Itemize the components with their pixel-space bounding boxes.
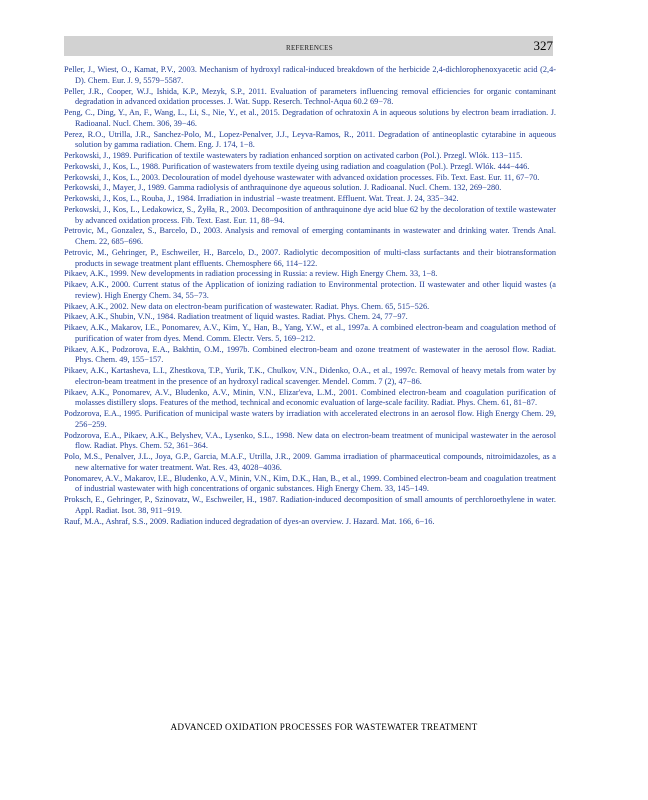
reference-entry: Pikaev, A.K., Podzorova, E.A., Bakhtin, O.M., 1997b. Combined electron-beam and ozone treatment of wastewater in the aerosol flow. Radiat. Phys. Chem. 49, 155−157.	[64, 344, 556, 365]
reference-entry: Pikaev, A.K., Makarov, I.E., Ponomarev, A.V., Kim, Y., Han, B., Yang, Y.W., et al., 1997a. A combined electron-beam and coagulation method of purification of water from dyes. Mend. Comm. Electr. Vers. 5, 169−212.	[64, 323, 556, 343]
reference-entry: Pikaev, A.K., 1999. New developments in radiation processing in Russia: a review. High Energy Chem. 33, 1−8.	[64, 269, 438, 279]
reference-entry: Pikaev, A.K., 2000. Current status of the Application of ionizing radiation to Environmental protection. II wastewater and other liquid wastes (a review). High Energy Chem. 34, 55−73.	[64, 280, 556, 300]
reference-entry: Pikaev, A.K., Ponomarev, A.V., Bludenko, A.V., Minin, V.N., Elizar'eva, L.M., 2001. Combined electron-beam and coagulation purification of molasses distillery slops. Features of the method, technical and economic evaluation of large-scale facility. Radiat. Phys. Chem. 61, 81−87.	[64, 387, 556, 408]
reference-entry: Perkowski, J., Kos, L., 1988. Purification of wastewaters from textile dyeing using radiation and coagulation (Pol.). Przegl. Wlók. 444−446.	[64, 161, 530, 171]
reference-entry: Proksch, E., Gehringer, P., Szinovatz, W., Eschweiler, H., 1987. Radiation-induced decomposition of small amounts of perchloroethylene in water. Appl. Radiat. Isot. 38, 911−919.	[64, 495, 556, 515]
reference-entry: Petrovic, M., Gehringer, P., Eschweiler, H., Barcelo, D., 2007. Radiolytic decomposition of multi-class surfactants and their biotransformation products in sewage treatment plant effluents. Chemosphere 66, 114−122.	[64, 247, 556, 268]
reference-entry: Perkowski, J., Kos, L., 2003. Decolouration of model dyehouse wastewater with advanced oxidation processes. Fib. Text. East. Eur. 11, 67−70.	[64, 172, 540, 182]
reference-entry: Perkowski, J., Kos, L., Ledakowicz, S., Żyłła, R., 2003. Decomposition of anthraquinone dye acid blue 62 by the decoloration of textile wastewater by advanced oxidation process. Fib. Text. East. Eur. 11, 88−94.	[64, 204, 556, 225]
reference-entry: Podzorova, E.A., 1995. Purification of municipal waste waters by irradiation with accelerated electrons in an aerosol flow. High Energy Chem. 29, 256−259.	[64, 409, 556, 429]
reference-entry: Perkowski, J., Kos, L., Rouba, J., 1984. Irradiation in industrial −waste treatment. Effluent. Wat. Treat. J. 24, 335−342.	[64, 194, 459, 203]
reference-list	[64, 65, 556, 527]
running-footer-book-title: ADVANCED OXIDATION PROCESSES FOR WASTEWATER TREATMENT	[170, 722, 478, 732]
running-header-title: REFERENCES	[286, 44, 333, 52]
reference-entry: Ponomarev, A.V., Makarov, I.E., Bludenko, A.V., Minin, V.N., Kim, D.K., Han, B., et al., 1999. Combined electron-beam and coagulation treatment of industrial wastewater with high concentrations of organic substances. High Energy Chem. 33, 145−149.	[64, 473, 556, 494]
reference-entry: Peller, J., Wiest, O., Kamat, P.V., 2003. Mechanism of hydroxyl radical-induced breakdown of the herbicide 2,4-dichlorophenoxyacetic acid (2,4-D). Chem. Eur. J. 9, 5579−5587.	[64, 65, 556, 85]
reference-entry: Peng, C., Ding, Y., An, F., Wang, L., Li, S., Nie, Y., et al., 2015. Degradation of ochratoxin A in aqueous solutions by electron beam irradiation. J. Radioanal. Nucl. Chem. 306, 39−46.	[64, 108, 556, 128]
reference-entry: Petrovic, M., Gonzalez, S., Barcelo, D., 2003. Analysis and removal of emerging contaminants in wastewater and drinking water. Trends Anal. Chem. 22, 685−696.	[64, 226, 556, 246]
page-number: 327	[533, 38, 553, 53]
reference-entry: Peller, J.R., Cooper, W.J., Ishida, K.P., Mezyk, S.P., 2011. Evaluation of parameters influencing removal efficiencies for organic contaminant degradation in advanced oxidation processes. J. Wat. Supp. Reserch. Technol-Aqua 60.2 69−78.	[64, 86, 556, 107]
reference-entry: Perez, R.O., Utrilla, J.R., Sanchez-Polo, M., Lopez-Penalver, J.J., Leyva-Ramos, R., 2011. Degradation of antineoplastic cytarabine in aqueous solution by gamma radiation. Chem. Eng. J. 174, 1−8.	[64, 129, 556, 150]
reference-entry: Podzorova, E.A., Pikaev, A.K., Belyshev, V.A., Lysenko, S.L., 1998. New data on electron-beam treatment of municipal wastewater in the aerosol flow. Radiat. Phys. Chem. 52, 361−364.	[64, 430, 556, 451]
reference-entry: Perkowski, J., 1989. Purification of textile wastewaters by radiation enhanced sorption on activated carbon (Pol.). Przegl. Wlók. 113−115.	[64, 151, 523, 160]
reference-entry: Pikaev, A.K., Shubin, V.N., 1984. Radiation treatment of liquid wastes. Radiat. Phys. Chem. 24, 77−97.	[64, 312, 408, 322]
reference-entry: Pikaev, A.K., 2002. New data on electron-beam purification of wastewater. Radiat. Phys. Chem. 65, 515−526.	[64, 301, 430, 311]
reference-entry: Polo, M.S., Penalver, J.L., Joya, G.P., Garcia, M.A.F., Utrilla, J.R., 2009. Gamma irradiation of pharmaceutical compounds, nitroimidazoles, as a new alternative for water treatment. Wat. Res. 43, 4028−4036.	[64, 452, 556, 472]
reference-entry: Perkowski, J., Mayer, J., 1989. Gamma radiolysis of anthraquinone dye aqueous solution. J. Radioanal. Nucl. Chem. 132, 269−280.	[64, 183, 502, 193]
reference-entry: Pikaev, A.K., Kartasheva, L.I., Zhestkova, T.P., Yurik, T.K., Chulkov, V.N., Didenko, O.A., et al., 1997c. Removal of heavy metals from water by electron-beam treatment in the presence of an hydroxyl radical scavenger. Mendel. Comm. 7 (2), 47−86.	[64, 366, 556, 386]
reference-entry: Rauf, M.A., Ashraf, S.S., 2009. Radiation induced degradation of dyes-an overview. J. Hazard. Mat. 166, 6−16.	[64, 516, 435, 526]
